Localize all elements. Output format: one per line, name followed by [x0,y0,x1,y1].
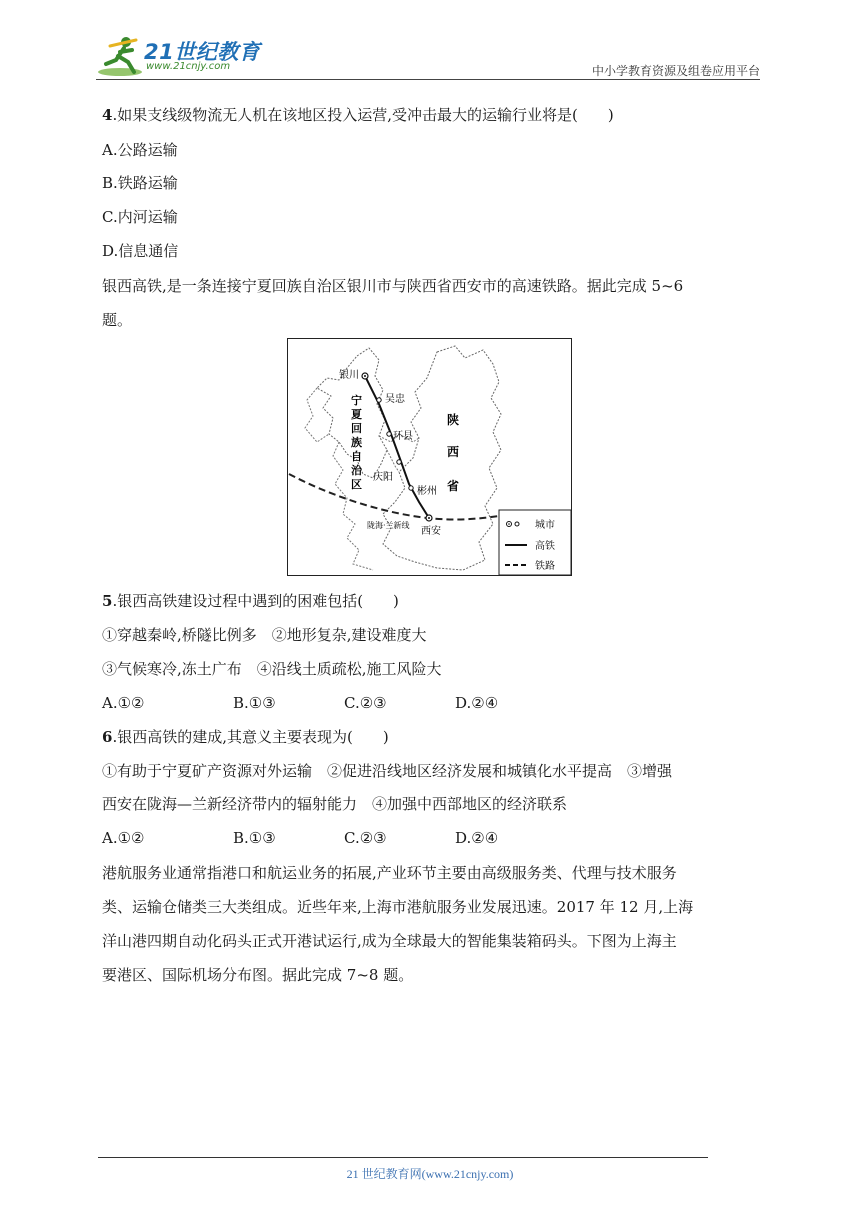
q6-option-d: D.②④ [455,829,499,847]
footer-divider [98,1157,708,1158]
q6-option-a: A.①② [102,829,145,847]
q4-number: 4 [102,106,113,124]
runner-logo-icon [96,34,146,78]
q4-stem-text: .如果支线级物流无人机在该地区投入运营,受冲击最大的运输行业将是( ) [112,106,614,124]
q5-options [102,693,498,713]
q6-stem-text: .银西高铁的建成,其意义主要表现为( ) [112,728,389,746]
region-shaanxi-char-3: 省 [447,479,460,493]
q6-statements-line2: 西安在陇海—兰新经济带内的辐射能力 ④加强中西部地区的经济联系 [102,795,568,813]
q4-option-a: A.公路运输 [102,141,178,159]
page-header [96,30,760,80]
q6-option-c: C.②③ [344,829,387,847]
q6-options [102,828,498,848]
city-label-wuzhong: 吴忠 [385,394,405,405]
city-label-huanxian: 环县 [393,431,413,442]
site-logo[interactable] [96,34,266,78]
page-footer[interactable]: 21 世纪教育网(www.21cnjy.com) [346,1167,514,1181]
region-shaanxi-char-1: 陕 [447,413,460,427]
railway-label: 陇海·兰新线 [367,521,410,530]
q4-option-b: B.铁路运输 [102,174,178,192]
city-label-qingyang: 庆阳 [373,472,393,483]
region-ningxia-char-2: 夏 [351,408,362,421]
q5-option-c: C.②③ [344,694,387,712]
q5-number: 5 [102,592,113,610]
header-platform-name: 中小学教育资源及组卷应用平台 [591,64,760,78]
city-label-yinchuan: 银川 [339,370,359,381]
region-shaanxi-char-2: 西 [447,445,460,459]
region-ningxia-char-7: 区 [351,478,362,491]
intro-7-8-line3: 洋山港四期自动化码头正式开港试运行,成为全球最大的智能集装箱码头。下图为上海主 [102,932,677,950]
q4-stem [102,105,614,125]
legend-hsr-label: 高铁 [535,541,555,552]
q6-stem [102,727,389,747]
city-label-binzhou: 彬州 [417,486,437,497]
region-ningxia-char-6: 治 [351,464,362,477]
q4-option-d: D.信息通信 [102,242,179,260]
header-divider [96,79,760,80]
intro-7-8-line4: 要港区、国际机场分布图。据此完成 7~8 题。 [102,966,414,984]
q5-option-b: B.①③ [233,694,276,712]
q6-statements-line1: ①有助于宁夏矿产资源对外运输 ②促进沿线地区经济发展和城镇化水平提高 ③增强 [102,762,673,780]
q5-option-d: D.②④ [455,694,499,712]
legend-rail-label: 铁路 [535,561,555,572]
yinxi-railway-map [287,338,572,576]
q5-stem [102,591,399,611]
logo-url: www.21cnjy.com [146,61,231,72]
intro-7-8-line2: 类、运输仓储类三大类组成。近些年来,上海市港航服务业发展迅速。2017 年 12 月,上海 [102,898,694,916]
q5-option-a: A.①② [102,694,145,712]
intro-7-8-line1: 港航服务业通常指港口和航运业务的拓展,产业环节主要由高级服务类、代理与技术服务 [102,864,677,882]
intro-5-6-line1: 银西高铁,是一条连接宁夏回族自治区银川市与陕西省西安市的高速铁路。据此完成 5~6 [102,277,684,295]
region-ningxia-char-5: 自 [351,450,362,463]
logo-text: 21世纪教育 [144,40,261,64]
q5-stem-text: .银西高铁建设过程中遇到的困难包括( ) [112,592,399,610]
city-label-xian: 西安 [421,526,441,537]
q6-number: 6 [102,728,113,746]
region-ningxia-char-4: 族 [351,436,362,449]
q6-option-b: B.①③ [233,829,276,847]
q4-option-c: C.内河运输 [102,208,178,226]
region-ningxia-char-1: 宁 [351,394,362,407]
q5-statements-line2: ③气候寒冷,冻土广布 ④沿线土质疏松,施工风险大 [102,660,442,678]
legend-city-label: 城市 [535,520,555,531]
intro-5-6-line2: 题。 [102,311,133,329]
q5-statements-line1: ①穿越秦岭,桥隧比例多 ②地形复杂,建设难度大 [102,626,427,644]
region-ningxia-char-3: 回 [351,422,362,435]
